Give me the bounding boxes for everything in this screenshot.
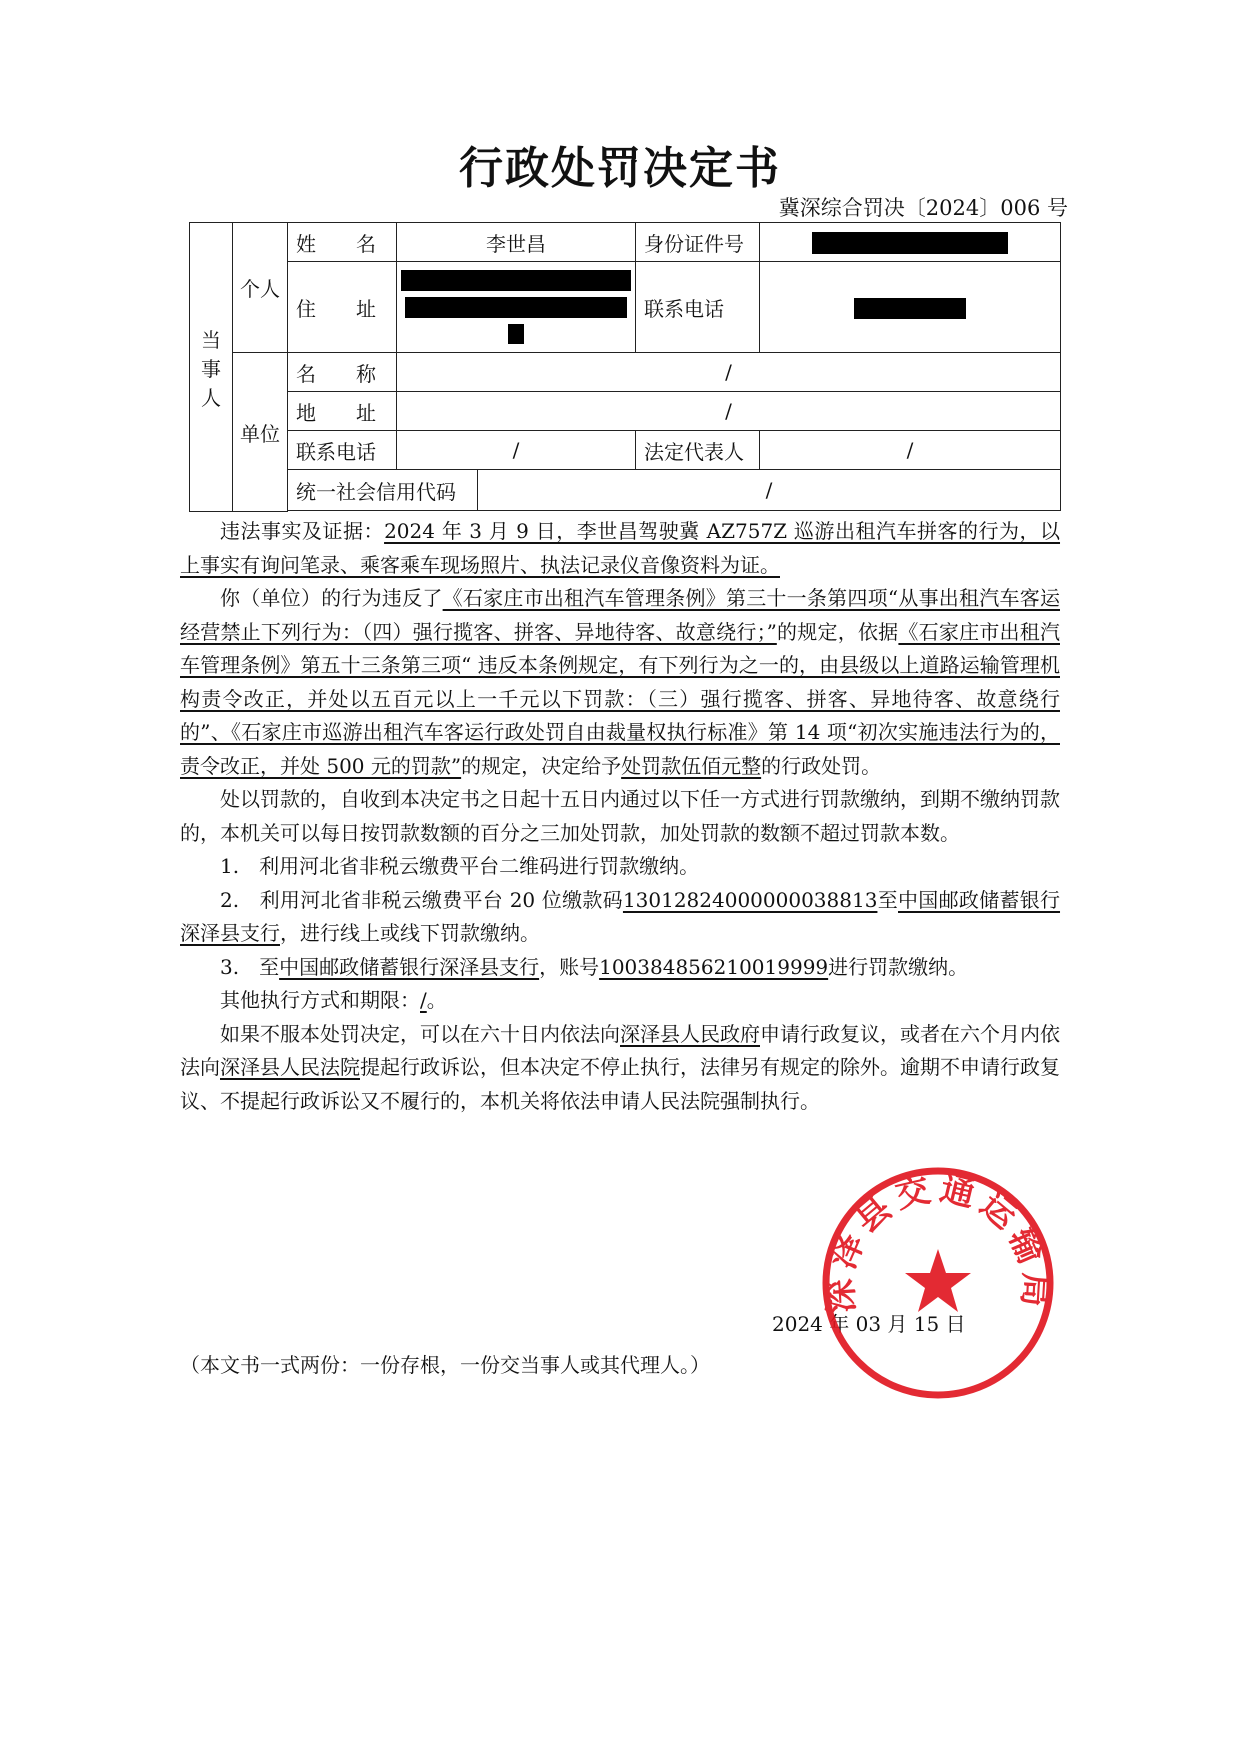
individual-label: 个人 <box>233 223 288 353</box>
id-value-redacted <box>760 223 1061 262</box>
payment-method-3: 3. 至中国邮政储蓄银行深泽县支行，账号100384856210019999进行罚款缴纳。 <box>220 954 969 979</box>
document-number: 冀深综合罚决〔2024〕006 号 <box>778 196 1068 220</box>
facts-paragraph: 违法事实及证据：2024 年 3 月 9 日，李世昌驾驶冀 AZ757Z 巡游出租汽车拼客的行为，以上事实有询问笔录、乘客乘车现场照片、执法记录仪音像资料为证。 <box>180 519 1061 577</box>
payment-bank: 中国邮政储蓄银行深泽县支行 <box>180 887 1061 945</box>
court: 深泽县人民法院 <box>220 1055 360 1079</box>
unit-phone-value: / <box>397 431 636 470</box>
penalty-amount: 处罚款伍佰元整 <box>621 753 762 778</box>
payment-method-1: 1. 利用河北省非税云缴费平台二维码进行罚款缴纳。 <box>220 854 700 878</box>
account-number: 100384856210019999 <box>599 954 829 979</box>
id-label: 身份证件号 <box>636 223 760 262</box>
account-bank: 中国邮政储蓄银行深泽县支行 <box>279 954 540 979</box>
payment-method-2: 2. 利用河北省非税云缴费平台 20 位缴款码13012824000000038813至中国邮政储蓄银行深泽县支行，进行线上或线下罚款缴纳。 <box>180 887 1061 945</box>
document-title: 行政处罚决定书 <box>459 143 781 194</box>
unit-label: 单位 <box>233 353 288 512</box>
unit-name-value: / <box>397 353 1061 392</box>
unit-address-label: 地 址 <box>288 392 397 431</box>
legal-rep-label: 法定代表人 <box>636 431 760 470</box>
payment-code: 13012824000000038813 <box>622 887 878 912</box>
legal-rep-value: / <box>760 431 1061 470</box>
penalty-basis: 《石家庄市出租汽车管理条例》第五十三条第三项“ 违反本条例规定，有下列行为之一的，由县级以上道路运输管理机构责令改正，并处以五百元以上一千元以下罚款：（三）强行揽客、拼客、异地待客、故意绕行的”、《石家庄市巡游出租汽车客运行政处罚自由裁量权执行标准》第 14 项“初次实施违法行为的，责令改正，并处 500 元的罚款” <box>180 619 1060 778</box>
seal-text: 深泽县交通运输局 <box>820 1168 1056 1314</box>
address-value-redacted <box>397 262 636 353</box>
name-label: 姓 名 <box>288 223 397 262</box>
party-side-label: 当事人 <box>190 223 233 512</box>
official-seal-icon <box>818 1163 1058 1403</box>
facts-text: 2024 年 3 月 9 日，李世昌驾驶冀 AZ757Z 巡游出租汽车拼客的行为，以上事实有询问笔录、乘客乘车现场照片、执法记录仪音像资料为证。 <box>180 519 1061 577</box>
credit-code-label: 统一社会信用代码 <box>288 470 478 511</box>
unit-address-value: / <box>397 392 1061 431</box>
decision-date: 2024 年 03 月 15 日 <box>772 1312 966 1336</box>
phone-label: 联系电话 <box>636 262 760 353</box>
name-value: 李世昌 <box>397 223 636 262</box>
credit-code-value: / <box>478 470 1061 511</box>
address-label: 住 址 <box>288 262 397 353</box>
party-table <box>189 222 1061 512</box>
violation-paragraph: 你（单位）的行为违反了《石家庄市出租汽车管理条例》第三十一条第四项“从事出租汽车客运经营禁止下列行为：（四）强行揽客、拼客、异地待客、故意绕行；”的规定，依据《石家庄市出租汽车管理条例》第五十三条第三项“ 违反本条例规定，有下列行为之一的，由县级以上道路运输管理机构责令改正，并处以五百元以上一千元以下罚款：（三）强行揽客、拼客、异地待客、故意绕行的”、《石家庄市巡游出租汽车客运行政处罚自由裁量权执行标准》第 14 项“初次实施违法行为的，责令改正，并处 500 元的罚款”的规定，决定给予处罚款伍佰元整的行政处罚。 <box>180 586 1060 778</box>
decision-body <box>180 515 1060 1118</box>
review-authority: 深泽县人民政府 <box>620 1021 760 1046</box>
appeal-paragraph: 如果不服本处罚决定，可以在六十日内依法向深泽县人民政府申请行政复议，或者在六个月内依法向深泽县人民法院提起行政诉讼，但本决定不停止执行，法律另有规定的除外。逾期不申请行政复议、不提起行政诉讼又不履行的，本机关将依法申请人民法院强制执行。 <box>180 1021 1060 1113</box>
violated-law: 《石家庄市出租汽车管理条例》第三十一条第四项“从事出租汽车客运经营禁止下列行为：（四）强行揽客、拼客、异地待客、故意绕行；” <box>180 586 1060 644</box>
unit-phone-label: 联系电话 <box>288 431 397 470</box>
other-execution: 其他执行方式和期限：/。 <box>220 988 447 1012</box>
copies-note: （本文书一式两份：一份存根，一份交当事人或其代理人。） <box>180 1353 710 1377</box>
phone-value-redacted <box>760 262 1061 353</box>
unit-name-label: 名 称 <box>288 353 397 392</box>
payment-intro: 处以罚款的，自收到本决定书之日起十五日内通过以下任一方式进行罚款缴纳，到期不缴纳罚款的，本机关可以每日按罚款数额的百分之三加处罚款，加处罚款的数额不超过罚款本数。 <box>180 787 1060 845</box>
